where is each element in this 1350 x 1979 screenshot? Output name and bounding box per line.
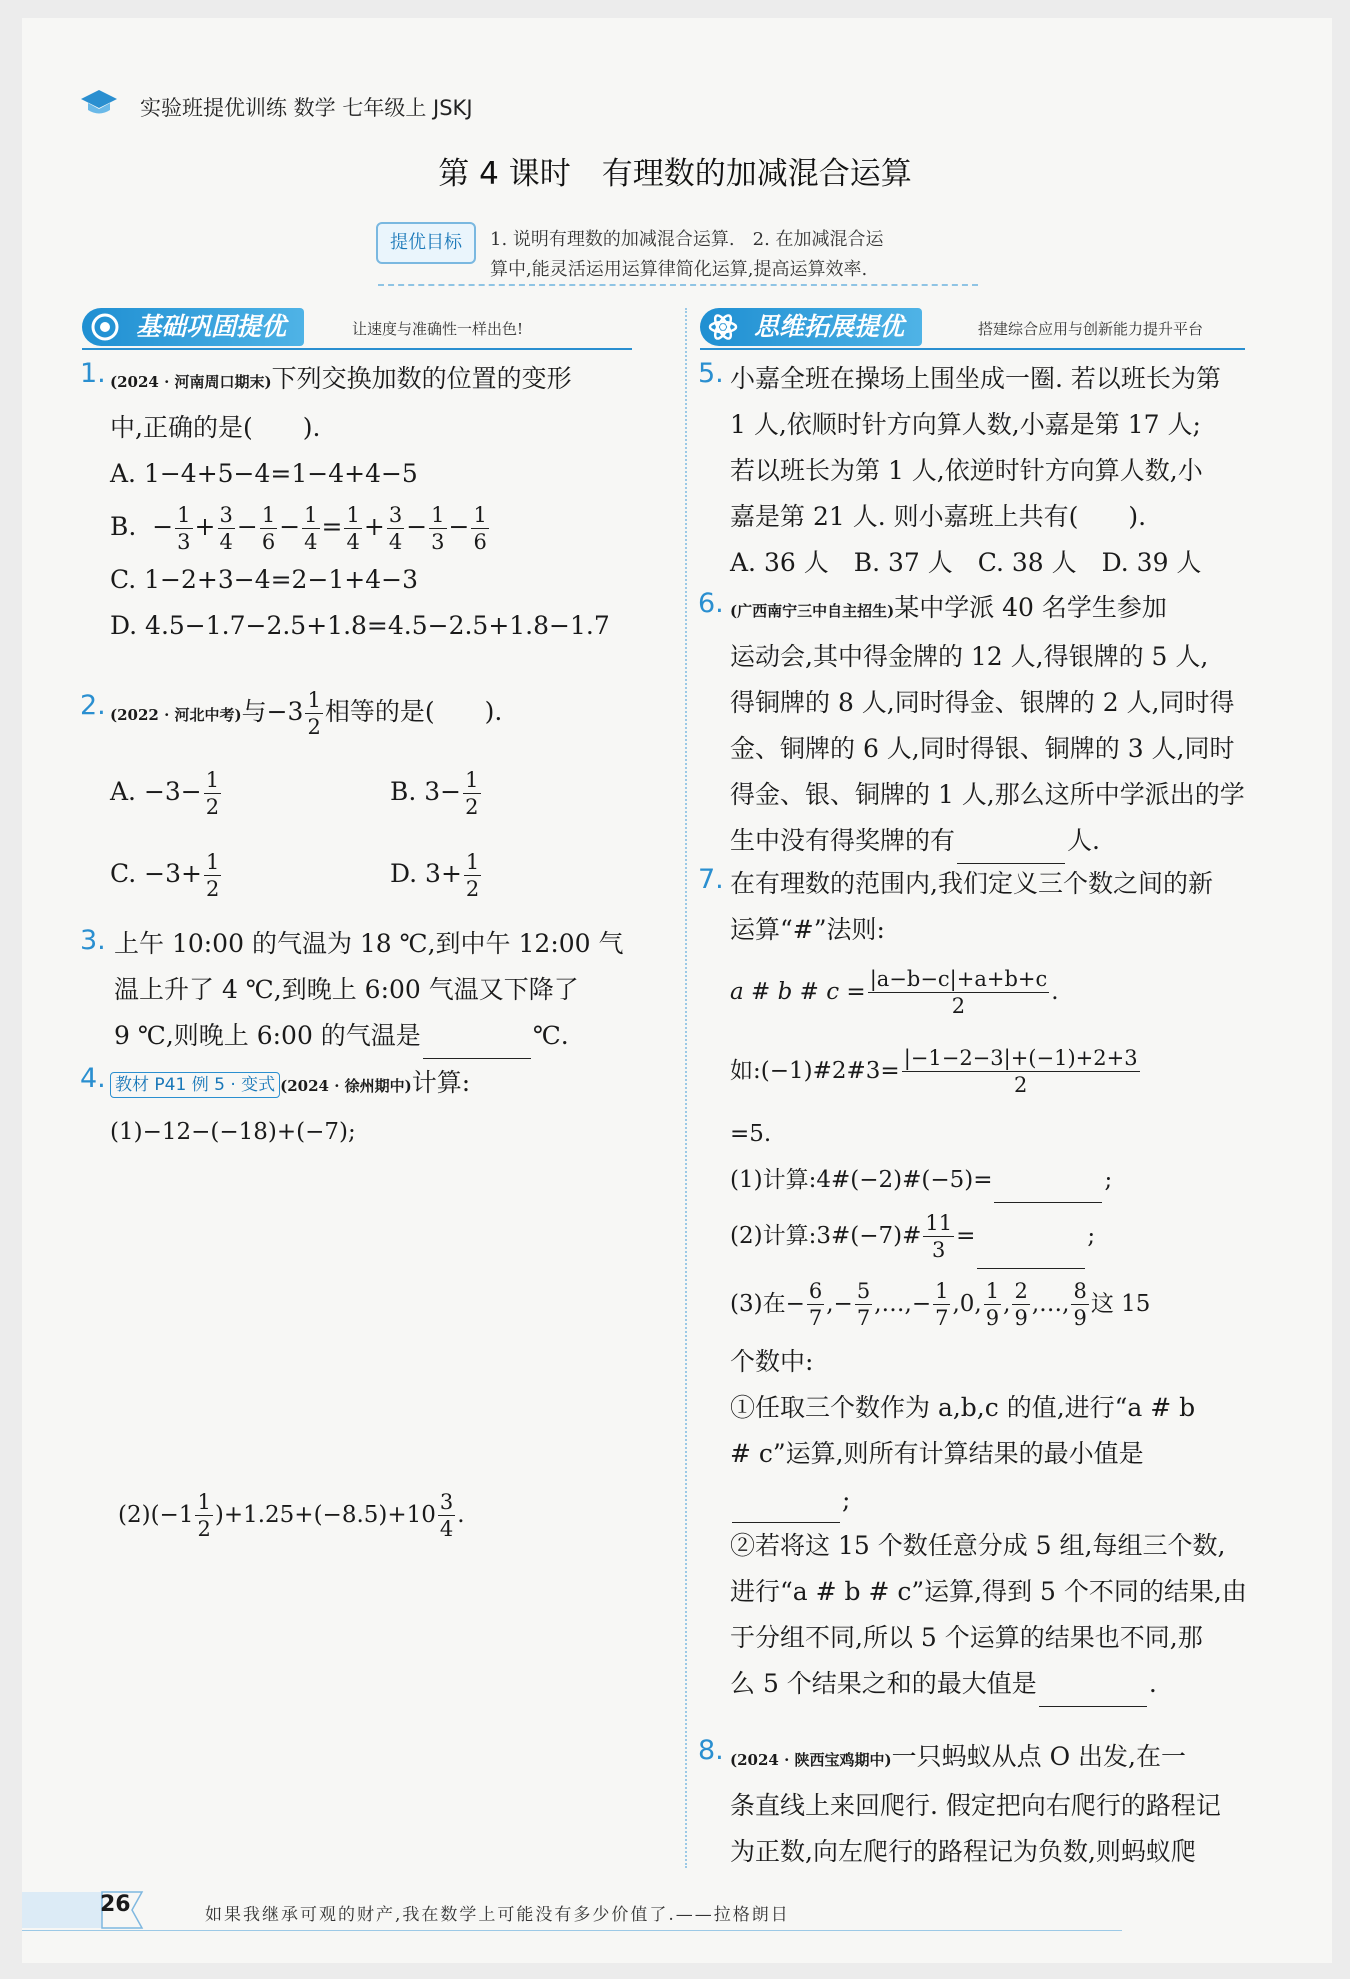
q6-number: 6. — [698, 588, 724, 619]
q7-part2-blank[interactable] — [977, 1240, 1085, 1269]
q7-part3: (3)在− $\frac{6}{7}$ ,− $\frac{5}{7}$ ,…,− $\frac{1}{7}$ ,0, $\frac{1}{9}$ , $\frac{2}{9}$ ,…, $\frac{8}{9}$ 这 15 — [730, 1279, 1151, 1330]
lesson-title: 第 4 课时 有理数的加减混合运算 — [438, 156, 912, 192]
q2-option-c-text: C. −3+ — [110, 859, 202, 888]
q4-number: 4. — [80, 1063, 106, 1094]
q5-line3: 若以班长为第 1 人,依逆时针方向算人数,小 — [730, 456, 1203, 485]
q5-options: A. 36 人 B. 37 人 C. 38 人 D. 39 人 — [730, 548, 1202, 577]
q6-line3: 得铜牌的 8 人,同时得金、银牌的 2 人,同时得 — [730, 688, 1235, 717]
section-basic-pill — [82, 308, 304, 346]
q3-number: 3. — [80, 925, 106, 956]
graduation-cap-icon — [80, 88, 118, 118]
q7-part1-blank[interactable] — [994, 1174, 1102, 1203]
q2-option-d: D. 3+ $\frac{1}{2}$ — [390, 849, 480, 901]
q6-unit: 人. — [1067, 826, 1100, 855]
q3-line1: 上午 10:00 的气温为 18 ℃,到中午 12:00 气 — [114, 929, 624, 958]
q7-part3-pre: (3)在− — [730, 1291, 805, 1317]
q4-textbook-tag: 教材 P41 例 5 · 变式 — [110, 1072, 280, 1098]
question-2: (2022 · 河北中考)与−3 $\frac{1}{2}$ 相等的是( ). — [110, 687, 503, 739]
q7-c1-blank[interactable] — [732, 1494, 840, 1523]
q4-part2-end: . — [457, 1502, 465, 1528]
q6-line1: 某中学派 40 名学生参加 — [894, 593, 1167, 622]
goal-divider — [378, 284, 978, 286]
footer-quote: 如果我继承可观的财产,我在数学上可能没有多少价值了.——拉格朗日 — [205, 1905, 790, 1925]
q4-part2-mid: )+1.25+(−8.5)+10 — [214, 1502, 436, 1528]
q1-option-a: A. 1−4+5−4=1−4+4−5 — [110, 459, 418, 488]
q7-c2-line2: 进行“a # b # c”运算,得到 5 个不同的结果,由 — [730, 1577, 1247, 1606]
q7-part3-line2: 个数中: — [730, 1347, 814, 1376]
goal-line-1: 1. 说明有理数的加减混合运算. 2. 在加减混合运 — [490, 229, 884, 250]
q7-part1: (1)计算:4#(−2)#(−5)= — [730, 1167, 993, 1193]
q8-line1: 一只蚂蚁从点 O 出发,在一 — [891, 1742, 1186, 1771]
q1-option-d: D. 4.5−1.7−2.5+1.8=4.5−2.5+1.8−1.7 — [110, 611, 610, 640]
goal-label: 提优目标 — [376, 222, 476, 264]
q4-part2: (2)(−1 $\frac{1}{2}$ )+1.25+(−8.5)+10 $\frac{3}{4}$ . — [118, 1490, 465, 1541]
atom-icon — [708, 312, 738, 342]
q3-answer-blank[interactable] — [423, 1030, 531, 1059]
q8-line2: 条直线上来回爬行. 假定把向右爬行的路程记 — [730, 1791, 1221, 1820]
question-7: 在有理数的范围内,我们定义三个数之间的新 运算“#”法则: a # b # c = $\frac{|a-b-c|+a+b+c}{2}$ . 如:(−1)#2#3= $\frac{|-1-2-3|+(-1)+2+3}{2}$ =5. (1)计算:4#(−2)#(−5)= ; (2)计算:3#(−7)# $\frac{11}{3}$ = ; (3)在− $\frac{6}{7}$ ,− $\frac{5}{7}$ ,…,− $\frac{1}{7}$ ,0, $\frac{1}{9}$ , $\frac{2}{9}$ ,…, $\frac{8}{9}$ 这 15 个数中: ①任取三个数作为 a,b,c 的值,进行“a # b # c”运算,则所有计算结果的最小值是 ; ②若将这 15 个数任意分成 5 组,每组三个数, 进行“a # b # c”运算,得到 5 个不同的结果,由 于分组不同,所以 5 个运算的结果也不同,那 么 5 个结果之和的最大值是 . — [730, 861, 1290, 1707]
q7-definition: a # b # c = $\frac{|a-b-c|+a+b+c}{2}$ . — [730, 967, 1059, 1018]
q1-option-c: C. 1−2+3−4=2−1+4−3 — [110, 565, 419, 594]
q3-line3: 9 ℃,则晚上 6:00 的气温是 — [114, 1021, 421, 1050]
q4-part1: (1)−12−(−18)+(−7); — [110, 1119, 356, 1145]
q7-c2-blank[interactable] — [1039, 1678, 1147, 1707]
q5-line4: 嘉是第 21 人. 则小嘉班上共有( ). — [730, 502, 1147, 531]
q8-line3: 为正数,向左爬行的路程记为负数,则蚂蚁爬 — [730, 1837, 1196, 1866]
q4-source: (2024 · 徐州期中) — [280, 1077, 412, 1095]
q6-line4: 金、铜牌的 6 人,同时得银、铜牌的 3 人,同时 — [730, 734, 1235, 763]
q2-option-b-text: B. 3− — [390, 777, 462, 806]
section-extend-underline — [700, 348, 1245, 350]
q7-number: 7. — [698, 864, 724, 895]
q6-line2: 运动会,其中得金牌的 12 人,得银牌的 5 人, — [730, 642, 1209, 671]
q2-option-d-text: D. 3+ — [390, 859, 462, 888]
q3-line2: 温上升了 4 ℃,到晚上 6:00 气温又下降了 — [114, 975, 579, 1004]
q4-text: 计算: — [411, 1068, 471, 1097]
section-extend-title: 思维拓展提优 — [754, 312, 905, 341]
page-number: 26 — [100, 1892, 131, 1917]
q7-example — [730, 1031, 1290, 1111]
q2-option-a-text: A. −3− — [110, 777, 202, 806]
q7-c2-line1: ②若将这 15 个数任意分成 5 组,每组三个数, — [730, 1531, 1226, 1560]
q7-def-lhs: a # b # c = — [730, 979, 866, 1005]
section-extend — [700, 308, 1245, 348]
q2-option-a: A. −3− $\frac{1}{2}$ — [110, 767, 220, 819]
q7-line2: 运算“#”法则: — [730, 915, 885, 944]
question-6 — [730, 585, 1290, 864]
q7-example-lhs: 如:(−1)#2#3= — [730, 1058, 900, 1084]
q2-source: (2022 · 河北中考) — [110, 706, 242, 724]
q1-source: (2024 · 河南周口期末) — [110, 373, 272, 391]
q1-line1: 下列交换加数的位置的变形 — [271, 364, 572, 393]
q7-line1: 在有理数的范围内,我们定义三个数之间的新 — [730, 869, 1213, 898]
question-3 — [114, 921, 679, 1059]
column-divider — [685, 308, 687, 1868]
q2-number: 2. — [80, 690, 106, 721]
book-title: 实验班提优训练 数学 七年级上 JSKJ — [140, 96, 473, 120]
q1-number: 1. — [80, 358, 106, 389]
q8-number: 8. — [698, 1735, 724, 1766]
question-4 — [110, 1060, 675, 1155]
section-basic-title: 基础巩固提优 — [136, 312, 287, 341]
footer-divider — [22, 1930, 1122, 1931]
q2-option-b: B. 3− $\frac{1}{2}$ — [390, 767, 479, 819]
q7-c1-line1: ①任取三个数作为 a,b,c 的值,进行“a # b — [730, 1393, 1196, 1422]
q7-example-denominator: 2 — [1013, 1073, 1028, 1097]
section-basic-underline — [82, 348, 632, 350]
question-5 — [730, 356, 1290, 586]
question-8 — [730, 1734, 1290, 1875]
q6-source: (广西南宁三中自主招生) — [730, 602, 895, 620]
q6-line5: 得金、银、铜牌的 1 人,那么这所中学派出的学 — [730, 780, 1245, 809]
q2-text-pre: 与−3 — [241, 697, 304, 726]
q4-part2-pre: (2)(−1 — [118, 1502, 194, 1528]
q1-option-b-label: B. — [110, 512, 137, 541]
q6-line6: 生中没有得奖牌的有 — [730, 826, 956, 855]
q7-c1-line2: # c”运算,则所有计算结果的最小值是 — [730, 1439, 1144, 1468]
q2-option-c: C. −3+ $\frac{1}{2}$ — [110, 849, 220, 901]
q7-c2-line3: 于分组不同,所以 5 个运算的结果也不同,那 — [730, 1623, 1203, 1652]
q3-unit: ℃. — [532, 1021, 569, 1050]
q7-def-denominator: 2 — [951, 994, 966, 1018]
q2-text-post: 相等的是( ). — [324, 697, 503, 726]
q7-def-numerator: |a−b−c|+a+b+c — [869, 967, 1048, 991]
question-1 — [110, 356, 675, 649]
page-corner-decoration — [22, 1884, 162, 1936]
q7-example-numerator: |−1−2−3|+(−1)+2+3 — [903, 1046, 1138, 1070]
q7-part2: (2)计算:3#(−7)# — [730, 1223, 922, 1249]
goal-text — [490, 225, 960, 285]
target-icon — [90, 312, 120, 342]
q7-part3-post: 这 15 — [1090, 1291, 1151, 1317]
q8-source: (2024 · 陕西宝鸡期中) — [730, 1751, 892, 1769]
q5-number: 5. — [698, 358, 724, 389]
goal-line-2: 算中,能灵活运用运算律简化运算,提高运算效率. — [490, 259, 868, 280]
q7-c2-line4: 么 5 个结果之和的最大值是 — [730, 1669, 1037, 1698]
section-basic-subtitle: 让速度与准确性一样出色! — [352, 320, 524, 338]
q1-line2: 中,正确的是( ). — [110, 413, 321, 442]
section-extend-pill — [700, 308, 922, 346]
section-basic — [82, 308, 632, 348]
section-extend-subtitle: 搭建综合应用与创新能力提升平台 — [978, 320, 1204, 338]
q5-line2: 1 人,依顺时针方向算人数,小嘉是第 17 人; — [730, 410, 1201, 439]
q1-option-b: B. − $\frac{1}{3}$ + $\frac{3}{4}$ − $\frac{1}{6}$ − $\frac{1}{4}$ = $\frac{1}{4}$ + $\frac{3}{4}$ − $\frac{1}{3}$ − $\frac{1}{6}$ — [110, 502, 487, 554]
q6-answer-blank[interactable] — [957, 835, 1065, 864]
q7-example-result: =5. — [730, 1121, 772, 1147]
q5-line1: 小嘉全班在操场上围坐成一圈. 若以班长为第 — [730, 364, 1221, 393]
